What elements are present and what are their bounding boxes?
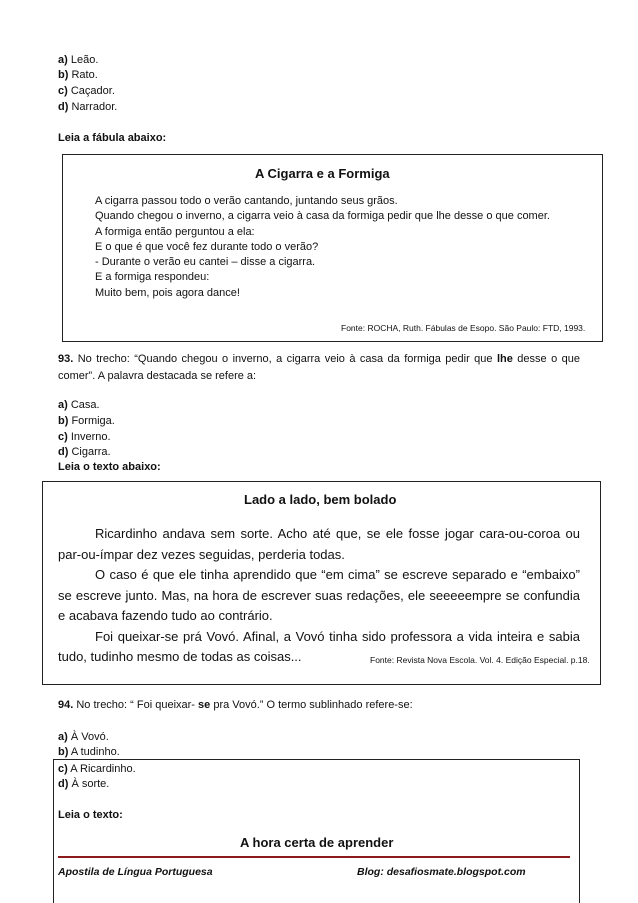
story-body: [58, 524, 580, 668]
option-c: c) Inverno.: [58, 431, 111, 443]
fable-source: Fonte: ROCHA, Ruth. Fábulas de Esopo. São Paulo: FTD, 1993.: [341, 323, 586, 333]
option-b: b) A tudinho.: [58, 746, 120, 758]
question-93: 93. No trecho: “Quando chegou o inverno, a cigarra veio à casa da formiga pedir que lhe desse o que comer”. A palavra destacada se refere a:: [58, 353, 580, 382]
option-d: d) Cigarra.: [58, 446, 111, 458]
fable-line: A formiga então perguntou a ela:: [95, 225, 255, 238]
fable-line: E a formiga respondeu:: [95, 271, 210, 284]
fable-line: E o que é que você fez durante todo o verão?: [95, 240, 319, 253]
fable-body: [95, 194, 550, 301]
last-instruction: Leia o texto:: [58, 809, 123, 821]
option-c: c) A Ricardinho.: [58, 763, 136, 775]
last-title: A hora certa de aprender: [240, 835, 394, 850]
fable-line: A cigarra passou todo o verão cantando, juntando seus grãos.: [95, 195, 398, 207]
footer-rule: [58, 856, 570, 858]
fable-title: A Cigarra e a Formiga: [255, 166, 390, 181]
footer-right: Blog: desafiosmate.blogspot.com: [357, 866, 526, 878]
story-paragraph: Foi queixar-se prá Vovó. Afinal, a Vovó tinha sido professora a vida inteira e sabia tudo, tudinho mesmo de todas as coisas...: [58, 628, 580, 664]
story-paragraph: Ricardinho andava sem sorte. Acho até que, se ele fosse jogar cara-ou-coroa ou par-ou-ímpar dez vezes seguidas, perderia todas.: [58, 526, 580, 562]
option-c: c) Caçador.: [58, 85, 115, 97]
option-a: a) Casa.: [58, 399, 100, 411]
option-a: a) Leão.: [58, 54, 99, 66]
question-94: 94. No trecho: “ Foi queixar- se pra Vovó.” O termo sublinhado refere-se:: [58, 699, 413, 711]
story-source: Fonte: Revista Nova Escola. Vol. 4. Edição Especial. p.18.: [370, 655, 590, 665]
option-a: a) À Vovó.: [58, 731, 109, 743]
fable-instruction: Leia a fábula abaixo:: [58, 132, 167, 144]
story-paragraph: O caso é que ele tinha aprendido que “em cima” se escreve separado e “embaixo” se escreve junto. Mas, na hora de escrever suas redações, ele seeeeempre se confundia e acabava fazendo tudo ao contrário.: [58, 567, 580, 623]
option-b: b) Formiga.: [58, 415, 115, 427]
option-d: d) Narrador.: [58, 101, 118, 113]
fable-line: Quando chegou o inverno, a cigarra veio à casa da formiga pedir que lhe desse o que comer.: [95, 210, 550, 223]
option-b: b) Rato.: [58, 69, 98, 81]
text-instruction: Leia o texto abaixo:: [58, 461, 161, 473]
fable-line: - Durante o verão eu cantei – disse a cigarra.: [95, 256, 316, 269]
bottom-box: [53, 759, 580, 903]
option-d: d) À sorte.: [58, 778, 110, 790]
fable-line: Muito bem, pois agora dance!: [95, 286, 240, 299]
story-title: Lado a lado, bem bolado: [244, 492, 397, 507]
footer-left: Apostila de Língua Portuguesa: [58, 866, 213, 878]
